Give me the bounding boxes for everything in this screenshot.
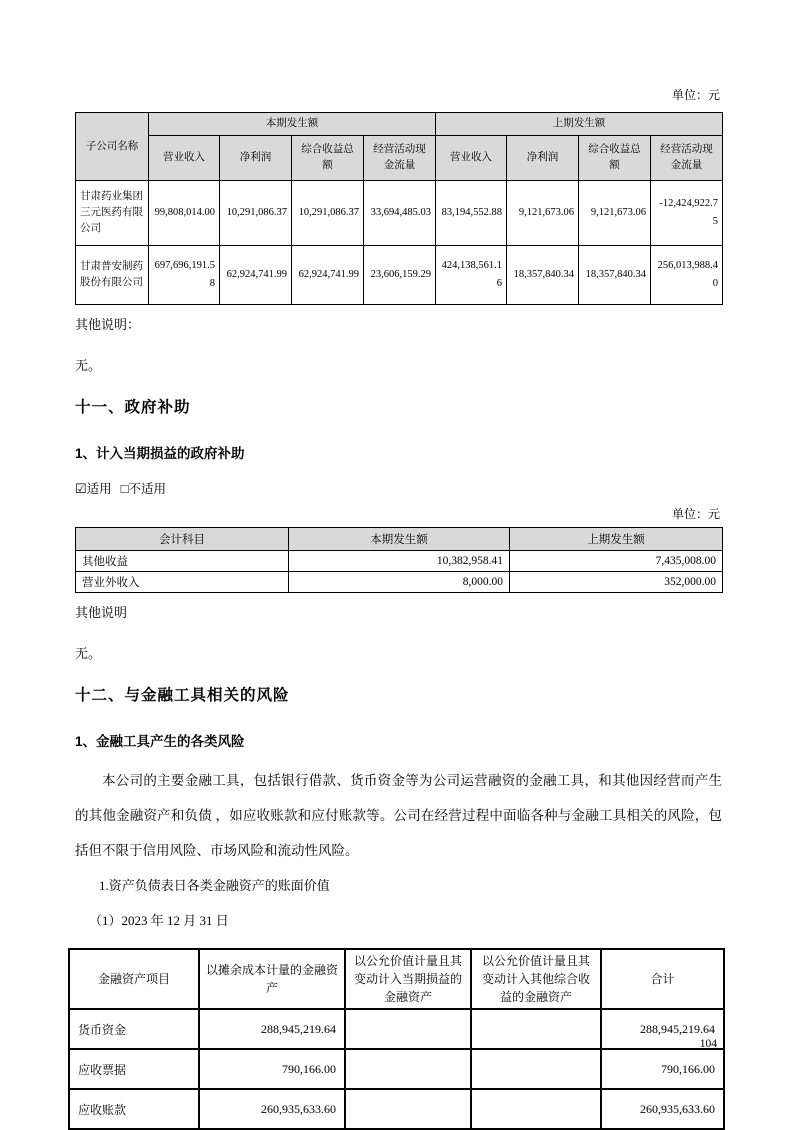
table-row <box>76 572 723 593</box>
subsidiary-name: 甘肃药业集团三元医药有限公司 <box>76 181 149 246</box>
table-cell: 18,357,840.34 <box>579 246 651 305</box>
table-cell: 7,435,008.00 <box>510 551 723 572</box>
table-row <box>69 1089 724 1129</box>
current-period-group-header: 本期发生额 <box>149 113 436 136</box>
balance-sheet-date-title: （1）2023 年 12 月 31 日 <box>89 913 229 928</box>
table-cell: 288,945,219.64 <box>601 1009 724 1049</box>
table-cell <box>345 1049 471 1089</box>
unchecked-checkbox-icon: □ <box>120 481 129 496</box>
table-cell: 288,945,219.64 <box>199 1009 345 1049</box>
table-cell <box>345 1009 471 1049</box>
col-header-amortized-cost: 以摊余成本计量的金融资产 <box>199 949 345 1009</box>
applicability-line <box>75 479 722 497</box>
financial-assets-table <box>68 948 725 1130</box>
col-header-current-amount: 本期发生额 <box>289 528 510 551</box>
table-cell <box>471 1089 601 1129</box>
col-header-total: 合计 <box>601 949 724 1009</box>
checked-checkbox-icon: ☑ <box>75 481 87 496</box>
section-11-heading: 十一、政府补助 <box>75 399 191 416</box>
table-cell: 83,194,552.88 <box>436 181 507 246</box>
table-cell: 260,935,633.60 <box>601 1089 724 1129</box>
section-12-subheading: 1、金融工具产生的各类风险 <box>75 734 245 749</box>
table-cell <box>345 1089 471 1129</box>
account-name: 营业外收入 <box>76 572 289 593</box>
asset-item-name: 货币资金 <box>69 1009 199 1049</box>
section-12-heading: 十二、与金融工具相关的风险 <box>75 687 290 704</box>
table-cell: 10,291,086.37 <box>292 181 364 246</box>
section-11-subheading: 1、计入当期损益的政府补助 <box>75 446 245 461</box>
table-cell: 18,357,840.34 <box>507 246 579 305</box>
table-cell: 10,382,958.41 <box>289 551 510 572</box>
table-cell: 790,166.00 <box>199 1049 345 1089</box>
table-cell: 697,696,191.58 <box>149 246 220 305</box>
col-header-comprehensive-prior: 综合收益总额 <box>579 136 651 181</box>
table-cell: 352,000.00 <box>510 572 723 593</box>
subsidiaries-table <box>75 112 723 305</box>
col-header-revenue-current: 营业收入 <box>149 136 220 181</box>
risk-description-paragraph: 本公司的主要金融工具，包括银行借款、货币资金等为公司运营融资的金融工具，和其他因经营而产生的其他金融资产和负债 ，如应收账款和应付账款等。公司在经营过程中面临各种与金融工具相关的风险，包括但不限于信用风险、市场风险和流动性风险。 <box>75 773 722 858</box>
other-notes-label: 其他说明： <box>75 317 141 332</box>
table-cell: 256,013,988.40 <box>651 246 723 305</box>
col-header-cashflow-current: 经营活动现金流量 <box>364 136 436 181</box>
table-row <box>69 1009 724 1049</box>
table-cell: 9,121,673.06 <box>579 181 651 246</box>
col-header-comprehensive-current: 综合收益总额 <box>292 136 364 181</box>
page-number: 104 <box>699 1038 717 1050</box>
account-name: 其他收益 <box>76 551 289 572</box>
other-notes-value: 无。 <box>75 646 102 661</box>
table-row <box>69 1049 724 1089</box>
col-header-prior-amount: 上期发生额 <box>510 528 723 551</box>
table-cell <box>471 1049 601 1089</box>
table-cell: 9,121,673.06 <box>507 181 579 246</box>
table-cell <box>471 1009 601 1049</box>
other-notes-label: 其他说明 <box>75 605 128 620</box>
table-cell: 8,000.00 <box>289 572 510 593</box>
table-cell: -12,424,922.75 <box>651 181 723 246</box>
prior-period-group-header: 上期发生额 <box>436 113 723 136</box>
table-cell: 33,694,485.03 <box>364 181 436 246</box>
col-header-account: 会计科目 <box>76 528 289 551</box>
col-header-revenue-prior: 营业收入 <box>436 136 507 181</box>
table-cell: 424,138,561.16 <box>436 246 507 305</box>
table-row <box>76 551 723 572</box>
table-cell: 260,935,633.60 <box>199 1089 345 1129</box>
table-cell: 62,924,741.99 <box>292 246 364 305</box>
table-cell: 10,291,086.37 <box>220 181 292 246</box>
table-row <box>76 246 723 305</box>
col-header-netprofit-current: 净利润 <box>220 136 292 181</box>
table-cell: 790,166.00 <box>601 1049 724 1089</box>
asset-item-name: 应收账款 <box>69 1089 199 1129</box>
subsidiary-name: 甘肃普安制药股份有限公司 <box>76 246 149 305</box>
table-row <box>76 181 723 246</box>
asset-item-name: 应收票据 <box>69 1049 199 1089</box>
table-cell: 99,808,014.00 <box>149 181 220 246</box>
col-header-fvoci: 以公允价值计量且其变动计入其他综合收益的金融资产 <box>471 949 601 1009</box>
subsidiaries-corner-header: 子公司名称 <box>76 113 149 181</box>
applicable-label: 适用 <box>86 482 112 496</box>
unit-label-middle: 单位：元 <box>671 507 720 521</box>
balance-sheet-item-title: 1.资产负债表日各类金融资产的账面价值 <box>99 878 330 893</box>
not-applicable-label: 不适用 <box>128 482 167 496</box>
gov-subsidy-table <box>75 527 723 593</box>
col-header-fvtpl: 以公允价值计量且其变动计入当期损益的金融资产 <box>345 949 471 1009</box>
col-header-netprofit-prior: 净利润 <box>507 136 579 181</box>
col-header-asset-item: 金融资产项目 <box>69 949 199 1009</box>
table-cell: 23,606,159.29 <box>364 246 436 305</box>
table-cell: 62,924,741.99 <box>220 246 292 305</box>
unit-label-top: 单位：元 <box>671 88 720 102</box>
other-notes-value: 无。 <box>75 358 102 373</box>
col-header-cashflow-prior: 经营活动现金流量 <box>651 136 723 181</box>
